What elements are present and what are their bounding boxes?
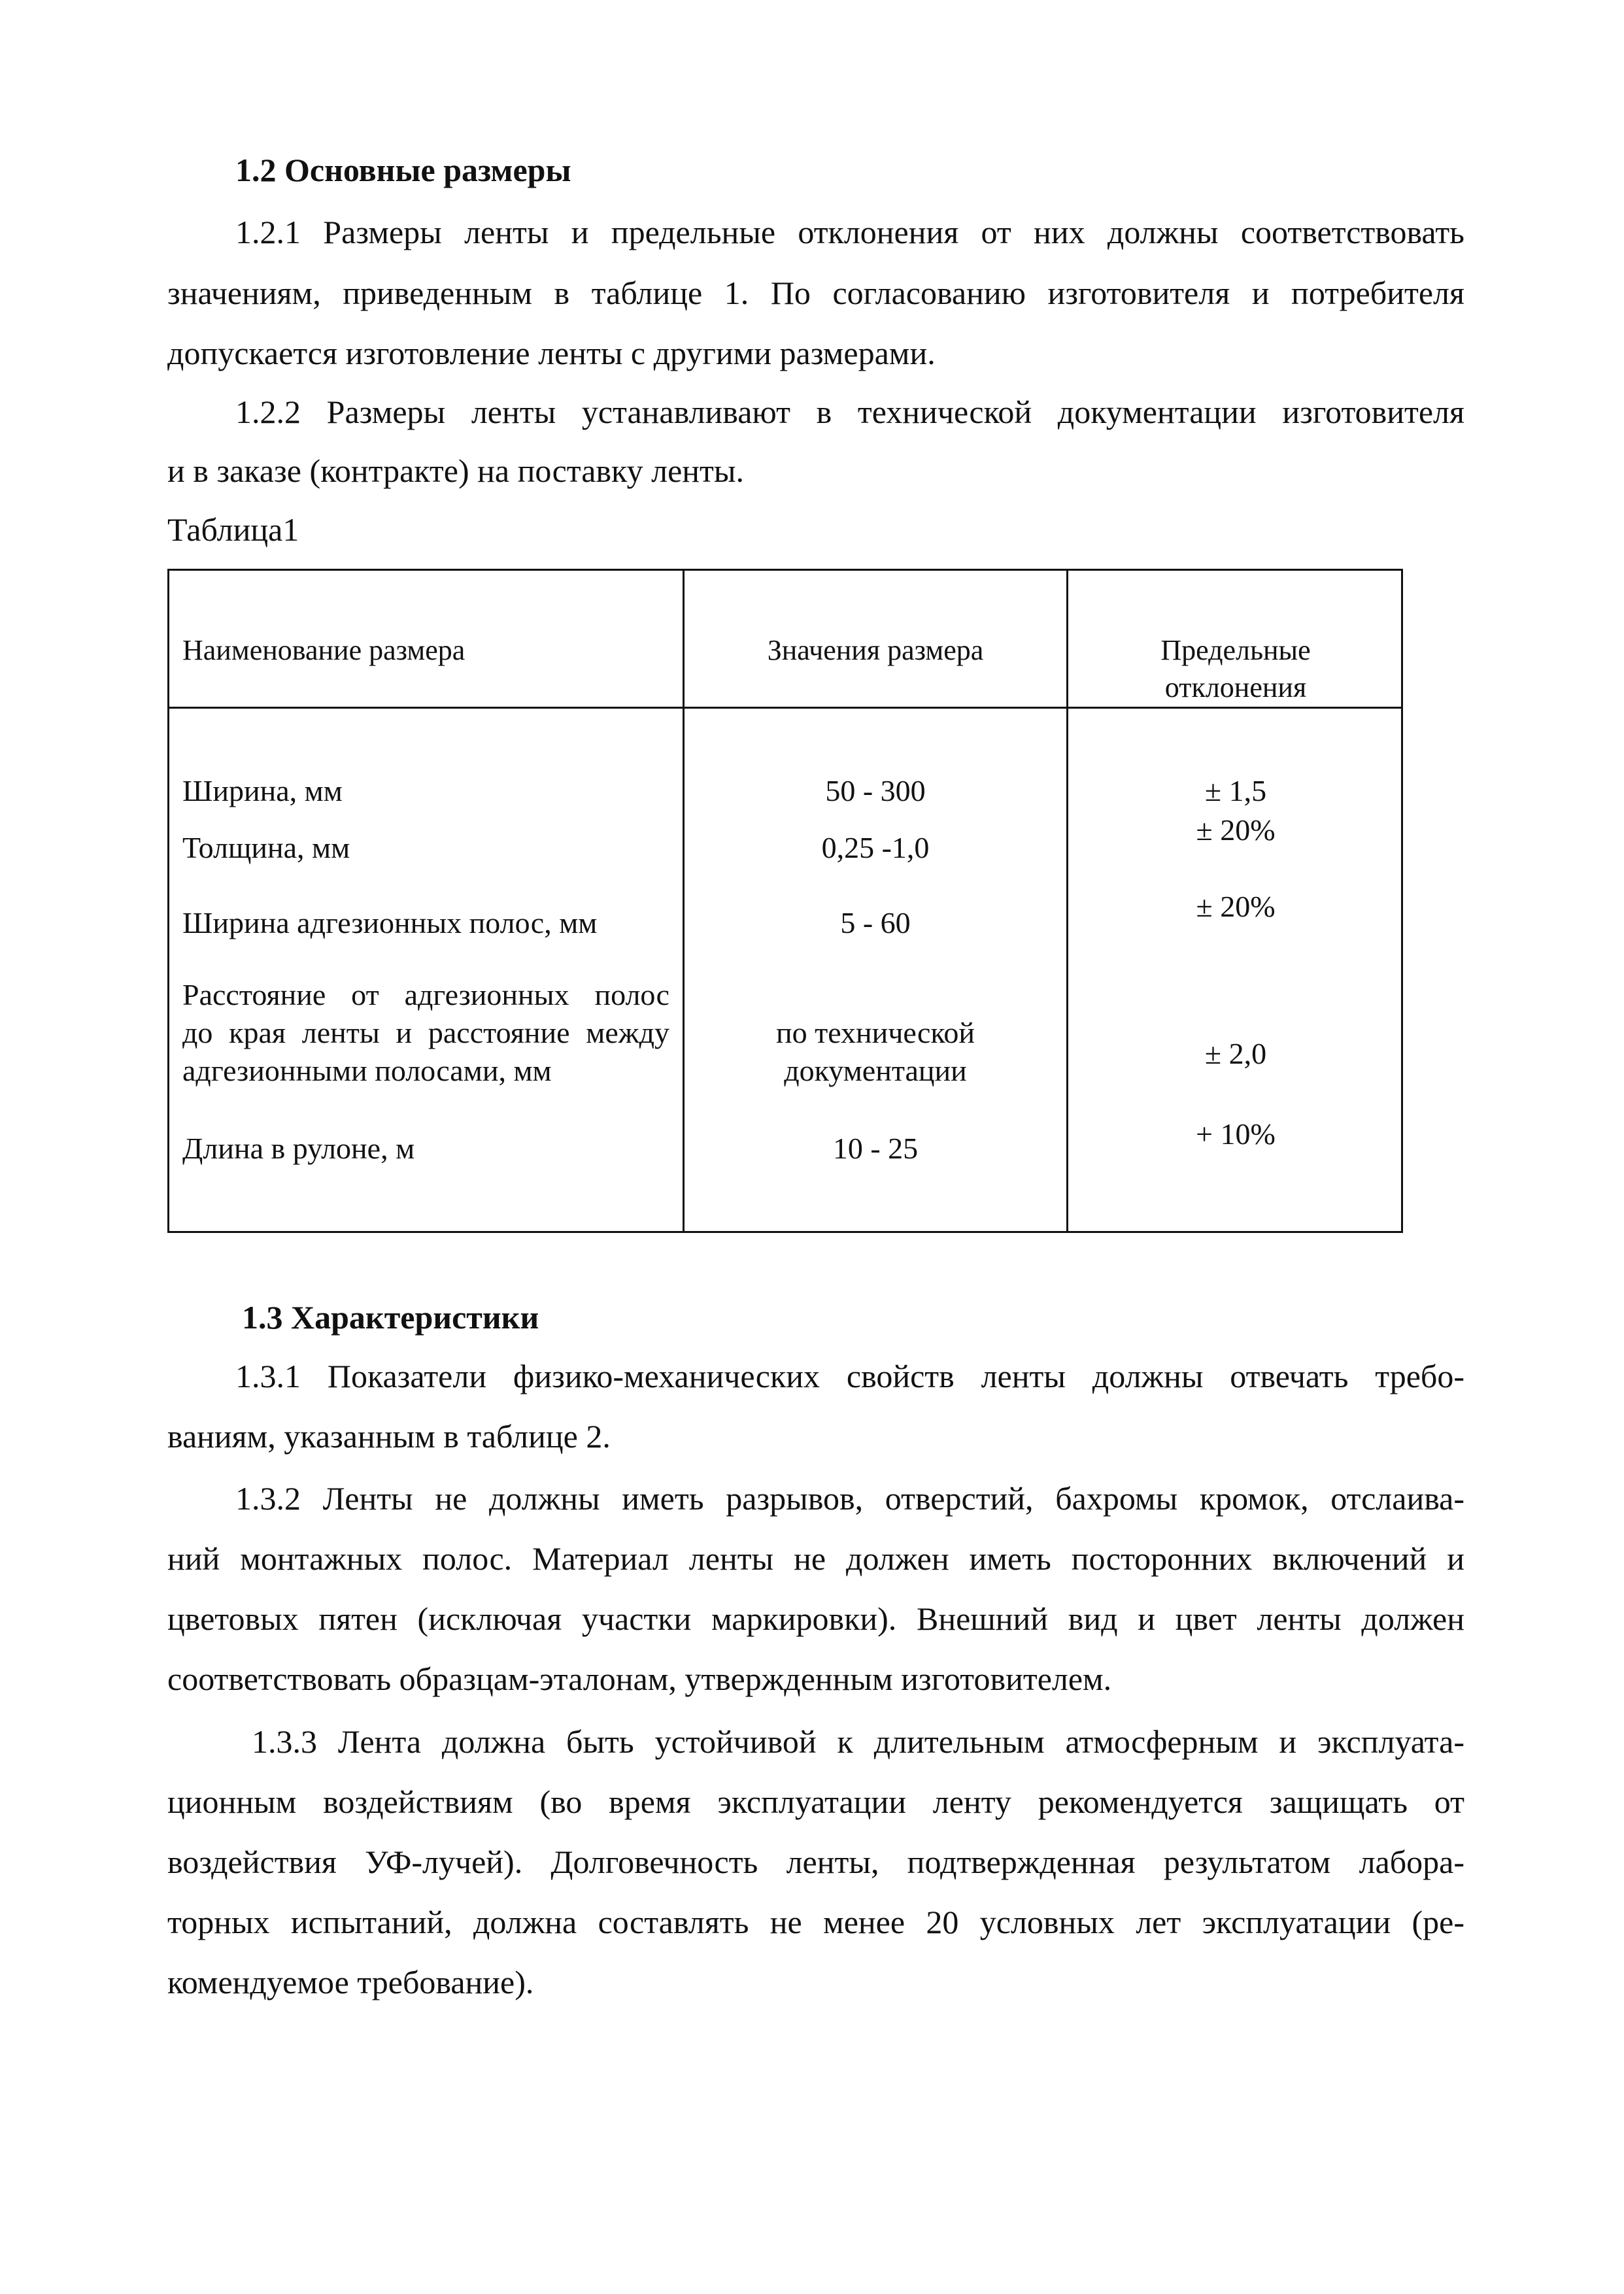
paragraph-1-2-2-line: и в заказе (контракте) на поставку ленты. [167,452,744,489]
table-header-name: Наименование размера [182,634,465,666]
paragraph-1-2-2-line: 1.2.2 Размеры ленты устанавливают в технической документации изготовителя [235,394,1464,430]
table-cell-value: документации [784,1054,967,1087]
table-header-value: Значения размера [767,634,984,666]
paragraph-1-3-3-line: воздействия УФ-лучей). Долговечность ленты, подтвержденная результатом лабора- [167,1844,1464,1880]
table-header-deviation: Предельные [1160,634,1311,666]
table-cell-value: по технической [775,1016,975,1049]
paragraph-1-3-3-line: торных испытаний, должна составлять не менее 20 условных лет эксплуатации (ре- [167,1904,1464,1940]
table-cell-value: 5 - 60 [840,906,911,939]
paragraph-1-3-1-line: ваниям, указанным в таблице 2. [167,1418,611,1455]
table-cell-name [182,976,669,1090]
table-caption: Таблица1 [167,511,299,548]
table-cell-name: Толщина, мм [182,831,350,864]
table-cell-value: 10 - 25 [832,1132,919,1165]
table-cell-deviation: ± 1,5 [1204,774,1267,807]
table-cell-deviation: ± 20% [1196,890,1276,923]
paragraph-1-3-1-line: 1.3.1 Показатели физико-механических свойств ленты должны отвечать требо- [235,1358,1464,1394]
table-header-divider [169,707,1401,709]
paragraph-1-3-2-line: соответствовать образцам-эталонам, утвержденным изготовителем. [167,1661,1112,1697]
paragraph-1-3-2-line: ний монтажных полос. Материал ленты не должен иметь посторонних включений и [167,1540,1464,1577]
table-cell-name-line: адгезионными полосами, мм [182,1054,552,1087]
table-cell-name-line: до края ленты и расстояние между [182,1016,669,1049]
dimensions-table [167,569,1403,1233]
paragraph-1-3-3-line: ционным воздействиям (во время эксплуатации ленту рекомендуется защищать от [167,1783,1464,1820]
paragraph-1-2-1-line: допускается изготовление ленты с другими размерами. [167,335,936,371]
table-header-deviation: отклонения [1164,671,1307,703]
table-cell-value: 0,25 -1,0 [821,831,930,864]
paragraph-1-2-1-line: 1.2.1 Размеры ленты и предельные отклонения от них должны соответствовать [235,214,1464,250]
table-cell-name: Длина в рулоне, м [182,1132,415,1165]
paragraph-1-2-1-line: значениям, приведенным в таблице 1. По согласованию изготовителя и потребителя [167,275,1464,311]
table-cell-deviation: ± 20% [1196,813,1276,847]
table-cell-name: Ширина адгезионных полос, мм [182,906,598,939]
section-1-3-title: 1.3 Характеристики [242,1299,539,1336]
table-cell-name: Ширина, мм [182,774,343,807]
section-1-2-title: 1.2 Основные размеры [235,152,571,188]
table-cell-deviation: ± 2,0 [1204,1037,1267,1070]
paragraph-1-3-2-line: 1.3.2 Ленты не должны иметь разрывов, отверстий, бахромы кромок, отслаива- [235,1480,1464,1517]
table-cell-deviation: + 10% [1196,1117,1276,1151]
table-cell-name-line: Расстояние от адгезионных полос [182,978,669,1011]
paragraph-1-3-2-line: цветовых пятен (исключая участки маркировки). Внешний вид и цвет ленты должен [167,1600,1464,1637]
paragraph-1-3-3-line: 1.3.3 Лента должна быть устойчивой к длительным атмосферным и эксплуата- [252,1723,1464,1760]
table-cell-value: 50 - 300 [825,774,926,807]
paragraph-1-3-3-line: комендуемое требование). [167,1964,534,2000]
